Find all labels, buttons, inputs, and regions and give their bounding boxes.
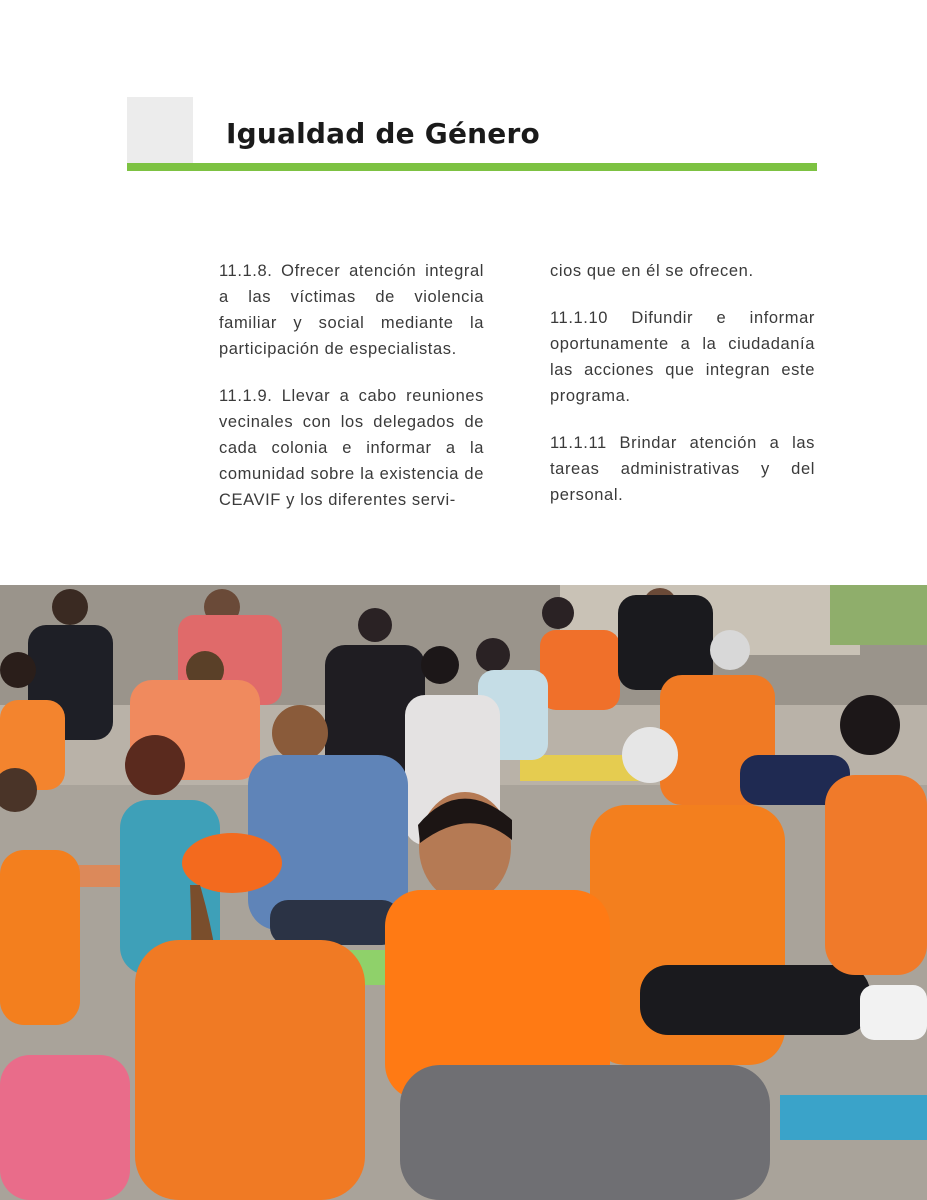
text-column-left (219, 258, 484, 513)
group-exercise-photo (0, 585, 927, 1200)
paragraph-11-1-11: 11.1.11 Brindar atención a las tareas administrativas y del personal. (550, 434, 815, 504)
header-accent-block (127, 97, 193, 163)
text-column-right (550, 258, 815, 508)
title-underline (127, 163, 817, 171)
page-title: Igualdad de Género (226, 117, 540, 150)
paragraph-11-1-9: 11.1.9. Llevar a cabo reuniones vecinales con los delegados de cada colonia e informar a la comunidad sobre la existencia de CEAVIF y los diferentes servi- (219, 387, 484, 509)
paragraph-11-1-10: 11.1.10 Difundir e informar oportunamente a la ciudadanía las acciones que integran este programa. (550, 309, 815, 405)
person-pink-bottom-left (0, 1055, 130, 1200)
paragraph-11-1-8: 11.1.8. Ofrecer atención integral a las víctimas de violencia familiar y social mediante la participación de especialistas. (219, 262, 484, 358)
background-person (618, 588, 713, 690)
paragraph-11-1-9-continued: cios que en él se ofrecen. (550, 262, 754, 280)
